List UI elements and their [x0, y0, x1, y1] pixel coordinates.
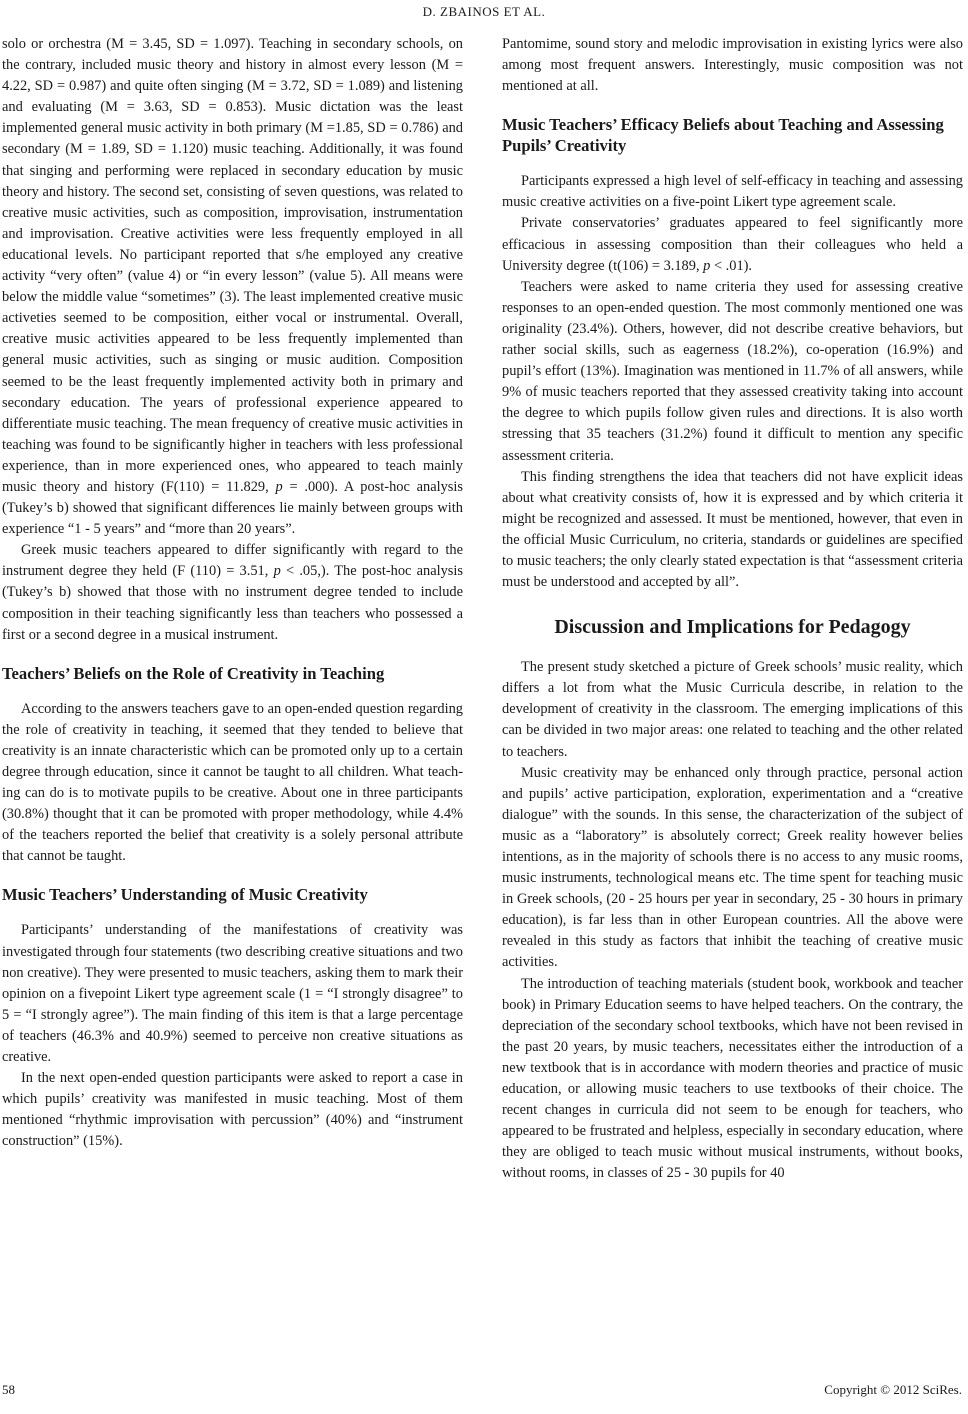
paragraph: Participants expressed a high level of self-efficacy in teaching and assessing music creative activities on a five-point Likert type agreement scale. — [502, 173, 963, 211]
copyright-notice: Copyright © 2012 SciRes. — [824, 1382, 962, 1397]
section-heading-discussion: Discussion and Implications for Pedagogy — [554, 616, 911, 639]
section-heading-beliefs: Teachers’ Beliefs on the Role of Creativity in Teaching — [2, 663, 385, 683]
section-heading-efficacy: Music Teachers’ Efficacy Beliefs about Teaching and Assessing Pupils’ Creativity — [502, 115, 944, 156]
italic-p-symbol: p — [275, 478, 283, 495]
paragraph: The present study sketched a picture of Greek schools’ music reality, which differs a lot from what the Music Curricula describe, in relation to the development of creativity in the classroom. The emerging implications of this can be divided in two major areas: one related to teaching and the other related to teachers. — [502, 659, 963, 760]
page-number: 58 — [2, 1382, 15, 1397]
paragraph: solo or orchestra (M = 3.45, SD = 1.097). Teaching in secondary schools, on the contrary, included music theory and history in almost every lesson (M = 4.22, SD = 0.987) and quite often singing (M = 3.72, SD = 1.089) and listening and evaluating (M = 3.63, SD = 0.853). Music dictation was the least implemented general music activity in both primary (M =1.85, SD = 0.786) and secondary (M = 1.89, SD = 1.120) music teaching. Additionally, it was found that singing and performing were replaced in secondary education by music theory and history. The second set, consisting of seven questions, was related to creative music activities, such as composition, improvisation, instrumentation and improvisation. Creative activities were less frequently employed in all educational levels. No participant reported that s/he employed any creative activity “very often” (value 4) or “in every lesson” (value 5). All means were below the middle value “sometimes” (3). The least implemented creative music activeties seemed to be composition, either vocal or instrumental. Overall, creative music activities appeared to be less frequently implemented than general music activities, such as singing or music audition. Composition seemed to be the least frequently implemented activity both in primary and secondary education. The years of professional experience appeared to differentiate music teaching. The mean frequency of creative music activities in teaching was found to be significantly higher in teachers with less professional experience, than in more experienced ones, who appeared to teach mainly music theory and history (F(110) = 11.829, p = .000). A post-hoc analysis (Tukey’s b) showed that significant differences lie mainly between groups with experience “1 - 5 years” and “more than 20 years”. — [2, 36, 463, 538]
section-heading-understanding: Music Teachers’ Understanding of Music Creativity — [2, 885, 368, 905]
paragraph: Participants’ understanding of the manifestations of creativity was investigated through four statements (two describing creative situations and two non creative). They were presented to music teachers, asking them to mark their opinion on a fivepoint Likert type agreement scale (1 = “I strongly disagree” to 5 = “I strongly agree”). The main finding of this item is that a large percentage of teachers (46.3% and 40.9%) seemed to perceive non creative situations as creative. — [2, 922, 463, 1066]
paragraph: Pantomime, sound story and melodic improvisation in existing lyrics were also among most frequent answers. Interestingly, music composition was not mentioned at all. — [502, 36, 963, 95]
paragraph: The introduction of teaching materials (student book, workbook and teacher book) in Primary Education seems to have helped teachers. On the contrary, the depreciation of the secondary school textbooks, which have not been revised in the past 20 years, by music teachers, necessitates either the introduction of a new textbook that is in accordance with modern theories and practice of music education, or allowing music teachers to use textbooks of their choice. The recent changes in curricula did not seem to be enough for teachers, who appeared to be frustrated and helpless, especially in secondary education, where they are obliged to teach music without musical instruments, without books, without rooms, in classes of 25 - 30 pupils for 40 — [502, 975, 963, 1182]
paragraph: Teachers were asked to name criteria they used for assessing creative responses to an open-ended question. The most commonly mentioned one was originality (23.4%). Others, however, did not describe creative behaviors, but rather social skills, such as eagerness (18.2%), co-operation (16.9%) and pupil’s effort (13%). Imagination was mentioned in 11.7% of all answers, while 9% of music teachers reported that they assessed creativity taking into account the degree to which pupils follow given rules and directions. It is also worth stressing that 35 teachers (31.2%) found it difficult to mention any specific assessment criteria. — [502, 278, 963, 464]
paragraph: In the next open-ended question participants were asked to report a case in which pupils’ creativity was manifested in music teaching. Most of them mentioned “rhythmic improvisation with percussion” (40%) and “instrument construction” (15%). — [2, 1070, 463, 1150]
running-head: D. ZBAINOS ET AL. — [422, 4, 546, 19]
italic-p-symbol: p — [273, 563, 281, 580]
left-column — [2, 34, 463, 1153]
paragraph: Greek music teachers appeared to differ significantly with regard to the instrument degree they held (F (110) = 3.51, p < .05,). The post-hoc analysis (Tukey’s b) showed that those with no instrument degree tended to include composition in their teaching significantly less than teachers who possessed a first or a second degree in a musical instrument. — [2, 542, 463, 643]
italic-p-symbol: p — [703, 257, 711, 274]
paragraph: This finding strengthens the idea that teachers did not have explicit ideas about what creativity consists of, how it is expressed and by which criteria it might be recognized and assessed. It must be mentioned, however, that even in the official Music Curriculum, no criteria, standards or guidelines are specified to music teachers; the only clearly stated expectation is that “assessment criteria must be understood and accepted by all”. — [502, 468, 963, 591]
paragraph: Private conservatories’ graduates appeared to feel significantly more efficacious in assessing composition than their colleagues who held a University degree (t(106) = 3.189, p < .01). — [502, 215, 963, 274]
paragraph: Music creativity may be enhanced only through practice, personal action and pupils’ active participation, exploration, experimentation and a “creative dialogue” with the sounds. In this sense, the characterization of the subject of music as a “laboratory” is absolutely correct; Greek reality however belies intentions, as in the majority of schools there is no access to any music rooms, music instruments, technological means etc. The time spent for teaching music in Greek schools, (20 - 25 hours per year in secondary, 25 - 30 hours in primary education), is far less than in other European countries. All the above were revealed in this study as factors that inhibit the teaching of creative music activities. — [502, 764, 963, 971]
paragraph: According to the answers teachers gave to an open-ended question regarding the role of creativity in teaching, it seemed that they tended to believe that creativity is an innate characteristic which can be promoted only up to a certain degree through education, since it cannot be taught to all children. What teaching can do is to motivate pupils to be creative. About one in three participants (30.8%) thought that it can be promoted with proper methodology, while 4.4% of the teachers reported the belief that creativity is a solely personal attribute that cannot be taught. — [2, 700, 463, 865]
right-column — [502, 34, 963, 1185]
